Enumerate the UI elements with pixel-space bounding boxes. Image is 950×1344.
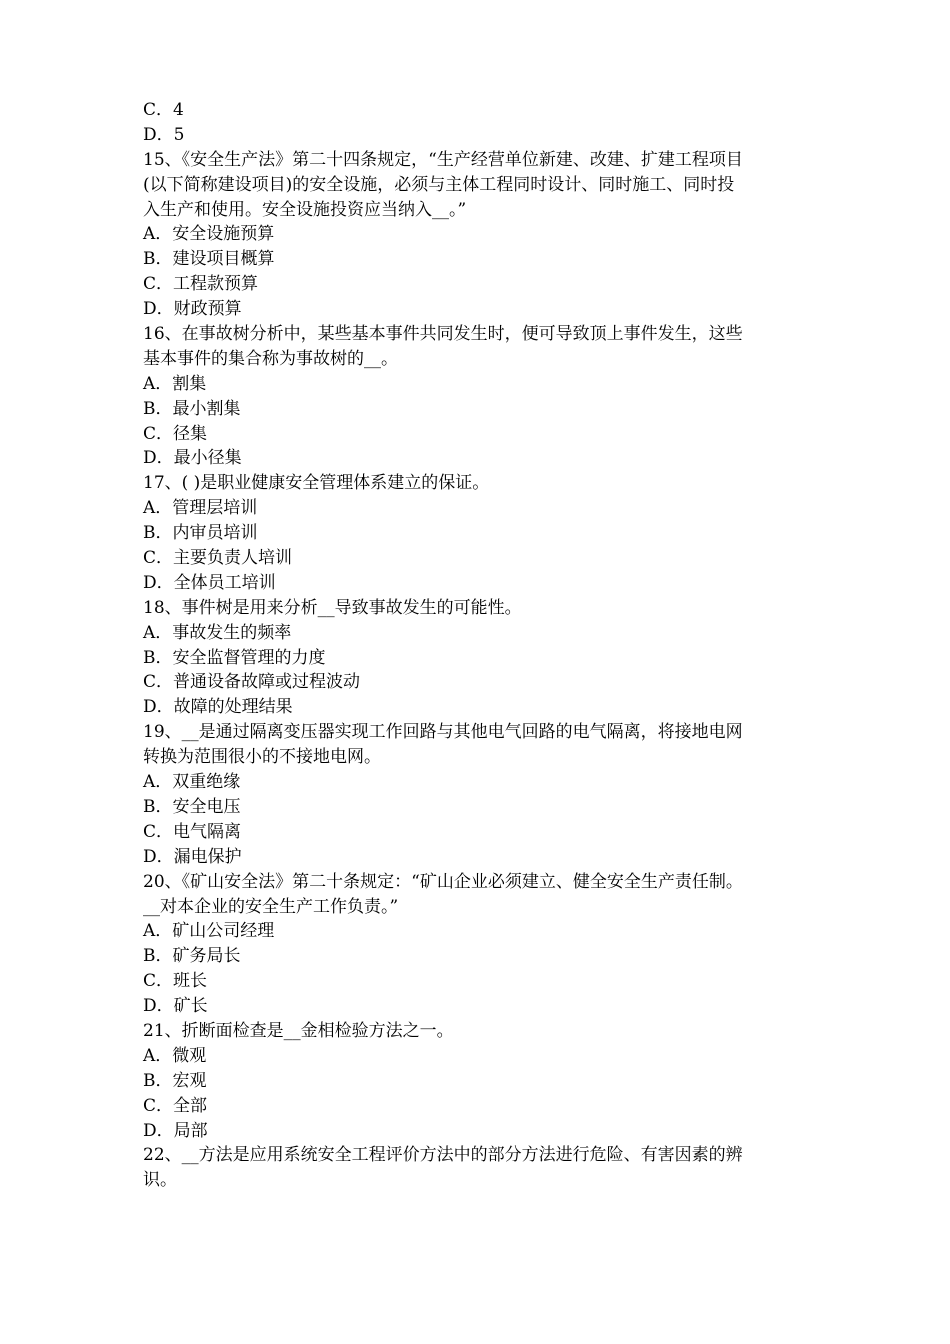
question-19-text: 转换为范围很小的不接地电网。: [143, 747, 381, 768]
option-a: A．事故发生的频率: [143, 622, 292, 643]
question-17-text: 17、( )是职业健康安全管理体系建立的保证。: [143, 473, 490, 494]
option-d: D．漏电保护: [143, 846, 242, 867]
option-a: A．安全设施预算: [143, 224, 275, 245]
question-22-text: 22、__方法是应用系统安全工程评价方法中的部分方法进行危险、有害因素的辨: [143, 1145, 743, 1166]
question-19-text: 19、__是通过隔离变压器实现工作回路与其他电气回路的电气隔离，将接地电网: [143, 722, 743, 743]
option-a: A．矿山公司经理: [143, 921, 275, 942]
option-b: B．建设项目概算: [143, 249, 275, 270]
option-a: A．管理层培训: [143, 498, 258, 519]
option-b: B．安全电压: [143, 796, 241, 817]
option-c: C．径集: [143, 423, 208, 444]
option-c: C．4: [143, 100, 184, 120]
option-c: C．电气隔离: [143, 821, 242, 842]
option-c: C．普通设备故障或过程波动: [143, 672, 361, 693]
option-c: C．主要负责人培训: [143, 548, 293, 569]
option-d: D．财政预算: [143, 299, 242, 320]
question-22-text: 识。: [143, 1170, 177, 1191]
question-21-text: 21、折断面检查是__金相检验方法之一。: [143, 1020, 454, 1041]
question-16-text: 基本事件的集合称为事故树的__。: [143, 348, 398, 369]
option-c: C．班长: [143, 971, 208, 992]
option-c: C．工程款预算: [143, 274, 259, 295]
option-b: B．内审员培训: [143, 523, 258, 544]
option-d: D．局部: [143, 1120, 208, 1141]
question-15-text: 入生产和使用。安全设施投资应当纳入__。”: [143, 199, 467, 220]
question-20-text: 20、《矿山安全法》第二十条规定：“矿山企业必须建立、健全安全生产责任制。: [143, 871, 743, 892]
question-15-text: 15、《安全生产法》第二十四条规定，“生产经营单位新建、改建、扩建工程项目: [143, 149, 743, 170]
option-b: B．矿务局长: [143, 946, 241, 967]
option-b: B．最小割集: [143, 398, 241, 419]
option-b: B．安全监督管理的力度: [143, 647, 326, 668]
option-d: D．最小径集: [143, 448, 242, 469]
option-b: B．宏观: [143, 1070, 207, 1091]
document-body: [143, 98, 823, 1193]
option-c: C．全部: [143, 1095, 208, 1116]
option-a: A．双重绝缘: [143, 772, 241, 793]
option-d: D．全体员工培训: [143, 572, 276, 593]
question-20-text: __对本企业的安全生产工作负责。”: [143, 896, 399, 917]
question-18-text: 18、事件树是用来分析__导致事故发生的可能性。: [143, 597, 522, 618]
question-15-text: (以下简称建设项目)的安全设施，必须与主体工程同时设计、同时施工、同时投: [143, 174, 735, 195]
option-d: D．故障的处理结果: [143, 697, 293, 718]
option-a: A．割集: [143, 373, 207, 394]
option-d: D．矿长: [143, 996, 208, 1017]
option-d: D．5: [143, 124, 185, 145]
option-a: A．微观: [143, 1045, 207, 1066]
question-16-text: 16、在事故树分析中，某些基本事件共同发生时，便可导致顶上事件发生，这些: [143, 324, 743, 345]
